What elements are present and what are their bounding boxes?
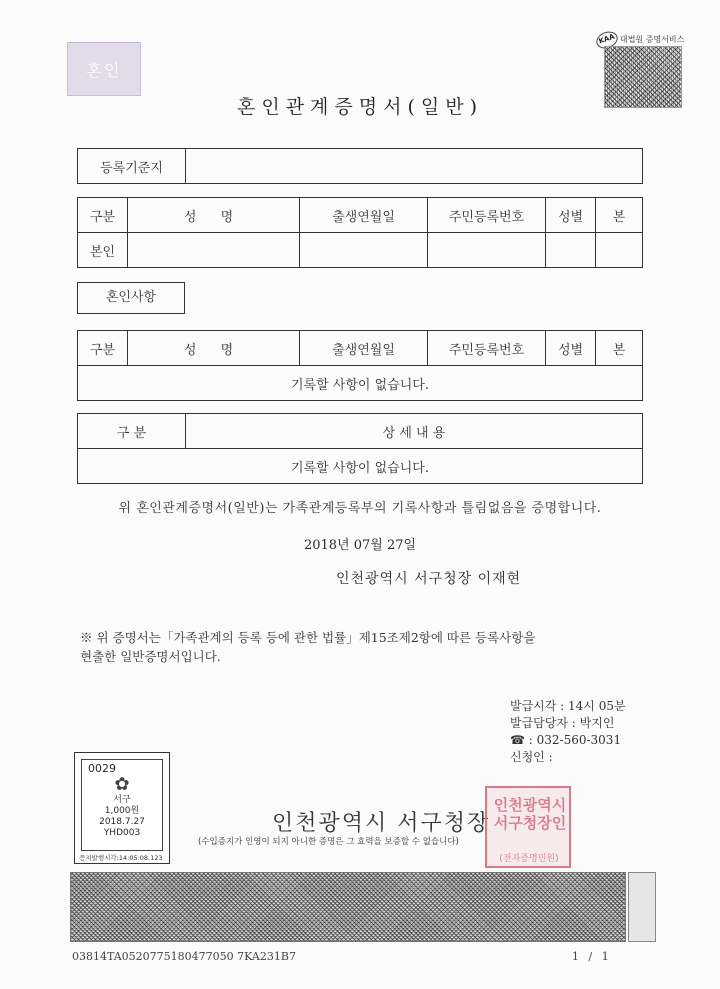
spouse-table xyxy=(77,330,643,401)
stamp-issue-time: 증지발행시각:14:05:08.123 xyxy=(79,854,163,862)
registry-table xyxy=(77,148,643,184)
col-header-resident-no: 주민등록번호 xyxy=(428,198,546,233)
detail-table xyxy=(77,413,643,484)
stamp-fee: 1,000원 xyxy=(104,806,140,816)
revenue-stamp-inner xyxy=(81,759,163,851)
security-pattern-image xyxy=(70,872,626,942)
col-header-name: 성 명 xyxy=(128,198,300,233)
document-code: 03814TA0520775180477050 7KA231B7 xyxy=(72,950,296,963)
issue-applicant: 신청인 : xyxy=(510,750,553,764)
issue-date: 2018년 07월 27일 xyxy=(303,538,417,553)
office-disclaimer: (수입증지가 인영이 되지 아니한 증명은 그 효력을 보증할 수 없습니다) xyxy=(198,837,459,847)
legal-note-line: 현출한 일반증명서입니다. xyxy=(80,649,221,664)
col-header-category: 구 분 xyxy=(78,414,186,449)
kaa-service-text: 대법원 증명서비스 xyxy=(620,35,685,44)
marriage-section-label: 혼인사항 xyxy=(77,282,185,314)
stamp-district: 서구 xyxy=(113,795,131,805)
registry-value xyxy=(186,149,643,184)
issue-time: 발급시각 : 14시 05분 xyxy=(510,699,626,713)
issue-info xyxy=(510,698,626,766)
registry-label: 등록기준지 xyxy=(78,149,186,184)
seal-main-text: 인천광역시 서구청장인 xyxy=(493,796,567,832)
col-header-birthdate: 출생연월일 xyxy=(300,331,428,366)
issuer-name: 인천광역시 서구청장 이재현 xyxy=(336,571,522,587)
spouse-empty-message: 기록할 사항이 없습니다. xyxy=(78,366,643,401)
self-row-label: 본인 xyxy=(78,233,128,268)
col-header-name: 성 명 xyxy=(128,331,300,366)
self-gender-cell xyxy=(546,233,596,268)
kaa-logo: KAA xyxy=(594,29,620,52)
col-header-category: 구분 xyxy=(78,198,128,233)
col-header-gender: 성별 xyxy=(546,331,596,366)
page-indicator: 1 / 1 xyxy=(572,950,612,963)
col-header-category: 구분 xyxy=(78,331,128,366)
self-name-cell xyxy=(128,233,300,268)
security-pattern-side xyxy=(628,872,656,942)
district-logo-icon: ✿ xyxy=(114,774,130,795)
col-header-origin: 본 xyxy=(596,331,643,366)
legal-note-line: ※ 위 증명서는「가족관계의 등록 등에 관한 법률」제15조제2항에 따른 등록사항을 xyxy=(80,630,536,645)
legal-note xyxy=(80,628,640,666)
issue-phone: ☎ : 032-560-3031 xyxy=(510,733,622,747)
revenue-stamp xyxy=(74,752,170,864)
seal-sub-text: (전자증명민원) xyxy=(499,854,559,864)
stamp-date: 2018.7.27 xyxy=(99,817,145,827)
self-table xyxy=(77,197,643,268)
self-resident-cell xyxy=(428,233,546,268)
stamp-code: YHD003 xyxy=(103,828,141,838)
col-header-birthdate: 출생연월일 xyxy=(300,198,428,233)
self-origin-cell xyxy=(596,233,643,268)
certification-statement: 위 혼인관계증명서(일반)는 가족관계등록부의 기록사항과 틀림없음을 증명합니다. xyxy=(118,501,602,516)
col-header-resident-no: 주민등록번호 xyxy=(428,331,546,366)
self-birth-cell xyxy=(300,233,428,268)
page-title: 혼인관계증명서(일반) xyxy=(236,96,483,118)
issue-officer: 발급담당자 : 박지인 xyxy=(510,716,615,730)
col-header-details: 상 세 내 용 xyxy=(186,414,643,449)
corner-seal: 혼인 xyxy=(67,42,141,96)
col-header-origin: 본 xyxy=(596,198,643,233)
official-seal xyxy=(485,786,571,868)
col-header-gender: 성별 xyxy=(546,198,596,233)
stamp-number: 0029 xyxy=(88,762,116,775)
detail-empty-message: 기록할 사항이 없습니다. xyxy=(78,449,643,484)
office-name: 인천광역시 서구청장 xyxy=(272,811,491,836)
